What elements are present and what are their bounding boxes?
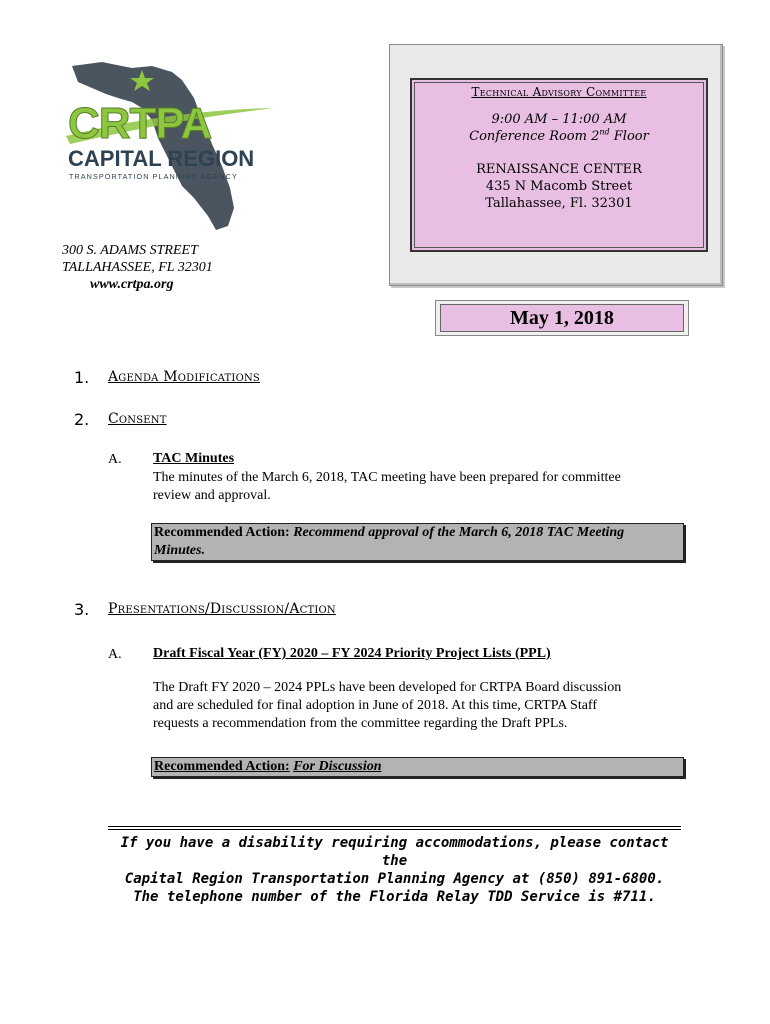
meeting-date: May 1, 2018 [440,304,684,332]
section-number: 2. [74,410,90,429]
address-street: 300 S. ADAMS STREET [62,243,198,258]
item-letter: A. [108,452,122,467]
item-body-line: The Draft FY 2020 – 2024 PPLs have been developed for CRTPA Board discussion [153,680,622,695]
logo-subtitle: CAPITAL REGION [68,146,255,171]
committee-box [410,78,708,252]
footer-divider [108,826,681,827]
recommended-action-box [151,757,684,777]
logo-wordmark: CRTPA [68,99,212,148]
item-body-line: The minutes of the March 6, 2018, TAC meeting have been prepared for committee [153,470,621,485]
recommended-action-label: Recommended Action: [154,759,290,774]
section-number: 1. [74,368,90,387]
recommended-action-text: Recommend approval of the March 6, 2018 TAC Meeting [293,525,625,540]
logo-tagline: TRANSPORTATION PLANNING AGENCY [69,172,238,181]
recommended-action-text: Minutes. [154,543,205,558]
crtpa-logo [62,58,284,236]
recommended-action-label: Recommended Action: [154,525,290,540]
item-body-line: and are scheduled for final adoption in June of 2018. At this time, CRTPA Staff [153,698,597,713]
item-letter: A. [108,647,122,662]
footer-divider [108,829,681,830]
section-title-presentations: Presentations/Discussion/Action [108,601,336,617]
recommended-action-text: For Discussion [293,759,382,774]
venue-name: RENAISSANCE CENTER [476,162,642,177]
item-body-line: review and approval. [153,488,271,503]
notice-line: The telephone number of the Florida Relay TDD Service is #711. [133,889,656,905]
notice-line: If you have a disability requiring accommodations, please contact the [120,835,669,869]
section-title-agenda-modifications: Agenda Modifications [108,369,260,385]
section-title-consent: Consent [108,411,167,427]
notice-line: Capital Region Transportation Planning Agency at (850) 891-6800. [124,871,665,887]
recommended-action-box [151,523,684,561]
venue-street: 435 N Macomb Street [485,179,633,194]
committee-title: Technical Advisory Committee [471,85,647,99]
item-title-draft-ppl: Draft Fiscal Year (FY) 2020 – FY 2024 Priority Project Lists (PPL) [153,646,551,661]
website-link[interactable]: www.crtpa.org [90,277,174,292]
address-city: TALLAHASSEE, FL 32301 [62,260,213,275]
item-title-tac-minutes: TAC Minutes [153,451,235,466]
meeting-room: Conference Room 2nd Floor [469,127,649,144]
item-body-line: requests a recommendation from the committee regarding the Draft PPLs. [153,716,568,731]
date-box [435,300,689,336]
section-number: 3. [74,600,90,619]
accessibility-notice [108,834,681,906]
venue-city: Tallahassee, Fl. 32301 [485,196,633,211]
meeting-time: 9:00 AM – 11:00 AM [491,112,627,127]
